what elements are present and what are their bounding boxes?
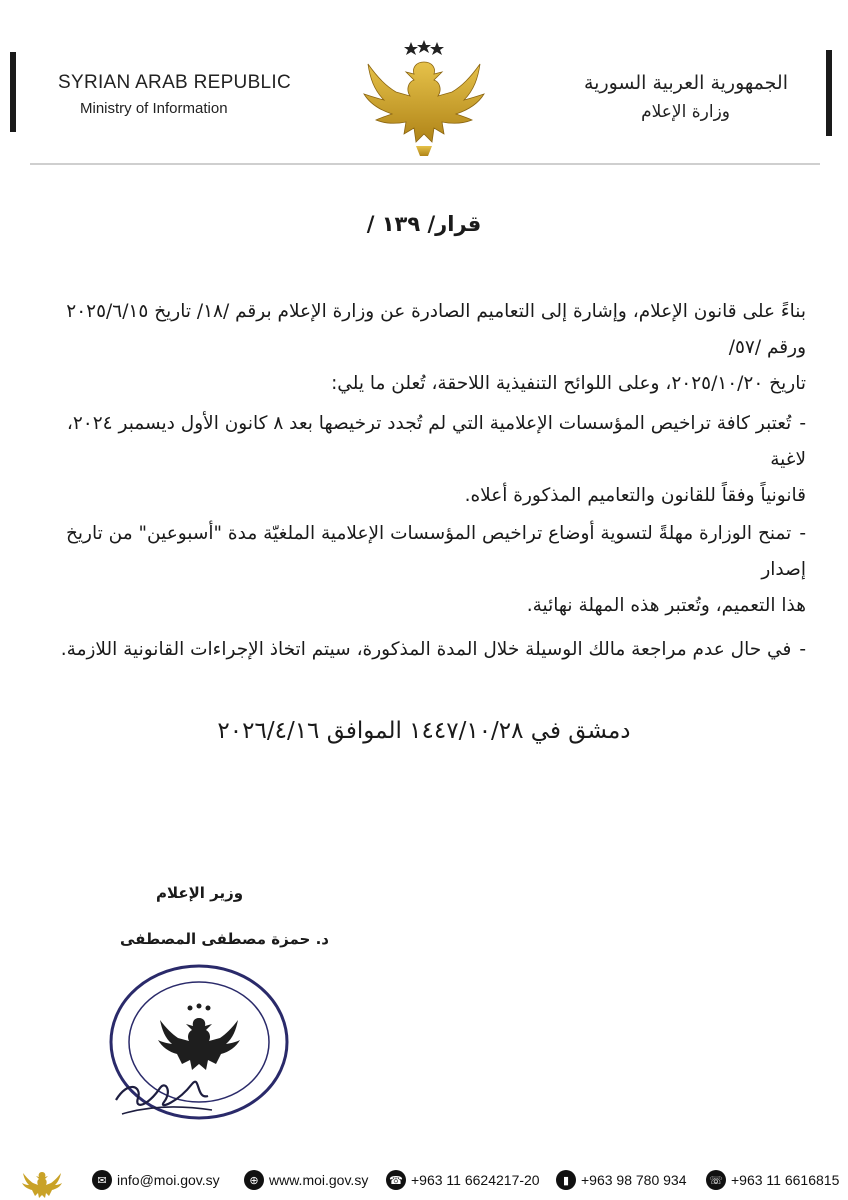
list-item-3 [36, 632, 806, 668]
footer-mobile-text: +963 98 780 934 [581, 1172, 687, 1188]
list-item-2 [36, 516, 806, 624]
globe-icon: ⊕ [244, 1170, 264, 1190]
list-item-1 [36, 406, 806, 514]
preamble-line-1: بناءً على قانون الإعلام، وإشارة إلى التعاميم الصادرة عن وزارة الإعلام برقم /١٨/ تاريخ ٢٠٢٥/٦/١٥ ورقم /٥٧/ [66, 301, 806, 358]
date-line: دمشق في ١٤٤٧/١٠/٢٨ الموافق ٢٠٢٦/٤/١٦ [217, 718, 631, 744]
header-en-subtitle: Ministry of Information [80, 100, 228, 117]
item-2-line-2: هذا التعميم، وتُعتبر هذه المهلة نهائية. [526, 595, 806, 616]
item-1-line-1: تُعتبر كافة تراخيص المؤسسات الإعلامية التي لم تُجدد ترخيصها بعد ٨ كانون الأول ديسمبر ٢٠٢٤، لاغية [66, 413, 806, 470]
footer-email[interactable] [92, 1170, 220, 1190]
handwritten-signature [108, 1040, 228, 1130]
item-2-line-1: تمنح الوزارة مهلةً لتسوية أوضاع تراخيص المؤسسات الإعلامية الملغيّة مدة "أسبوعين" من تاريخ إصدار [65, 523, 806, 580]
item-1-line-2: قانونياً وفقاً للقانون والتعاميم المذكورة أعلاه. [464, 485, 806, 506]
header-ar-subtitle: وزارة الإعلام [641, 102, 730, 122]
footer-phone-2[interactable] [706, 1170, 839, 1190]
list-dash: - [799, 523, 806, 544]
signatory-name: د. حمزة مصطفى المصطفى [120, 930, 329, 948]
header-divider [30, 163, 820, 165]
footer-email-text: info@moi.gov.sy [117, 1172, 220, 1188]
eagle-emblem-icon [356, 38, 492, 160]
mobile-icon: ▮ [556, 1170, 576, 1190]
phone-icon: ☎ [386, 1170, 406, 1190]
footer [0, 1150, 848, 1200]
footer-phone-1-text: +963 11 6624217-20 [411, 1172, 540, 1188]
footer-mobile[interactable] [556, 1170, 687, 1190]
email-icon: ✉ [92, 1170, 112, 1190]
fax-icon: ☏ [706, 1170, 726, 1190]
header-left-bar [10, 52, 16, 132]
footer-website[interactable] [244, 1170, 368, 1190]
header-en-title: SYRIAN ARAB REPUBLIC [58, 72, 292, 93]
footer-eagle-icon [20, 1166, 64, 1200]
footer-website-text: www.moi.gov.sy [269, 1172, 369, 1188]
header-right-bar [826, 50, 832, 136]
item-3-line-1: في حال عدم مراجعة مالك الوسيلة خلال المدة المذكورة، سيتم اتخاذ الإجراءات القانونية اللازمة. [60, 639, 792, 660]
header-ar-title: الجمهورية العربية السورية [583, 72, 788, 94]
list-dash: - [799, 639, 806, 660]
signatory-title: وزير الإعلام [156, 884, 244, 902]
footer-phone-2-text: +963 11 6616815 [731, 1172, 840, 1188]
footer-phone-1[interactable] [386, 1170, 540, 1190]
decision-number: قرار/ ١٣٩ / [366, 212, 482, 236]
preamble [36, 294, 806, 402]
preamble-line-2: تاريخ ٢٠٢٥/١٠/٢٠، وعلى اللوائح التنفيذية اللاحقة، تُعلن ما يلي: [331, 373, 806, 394]
list-dash: - [799, 413, 806, 434]
